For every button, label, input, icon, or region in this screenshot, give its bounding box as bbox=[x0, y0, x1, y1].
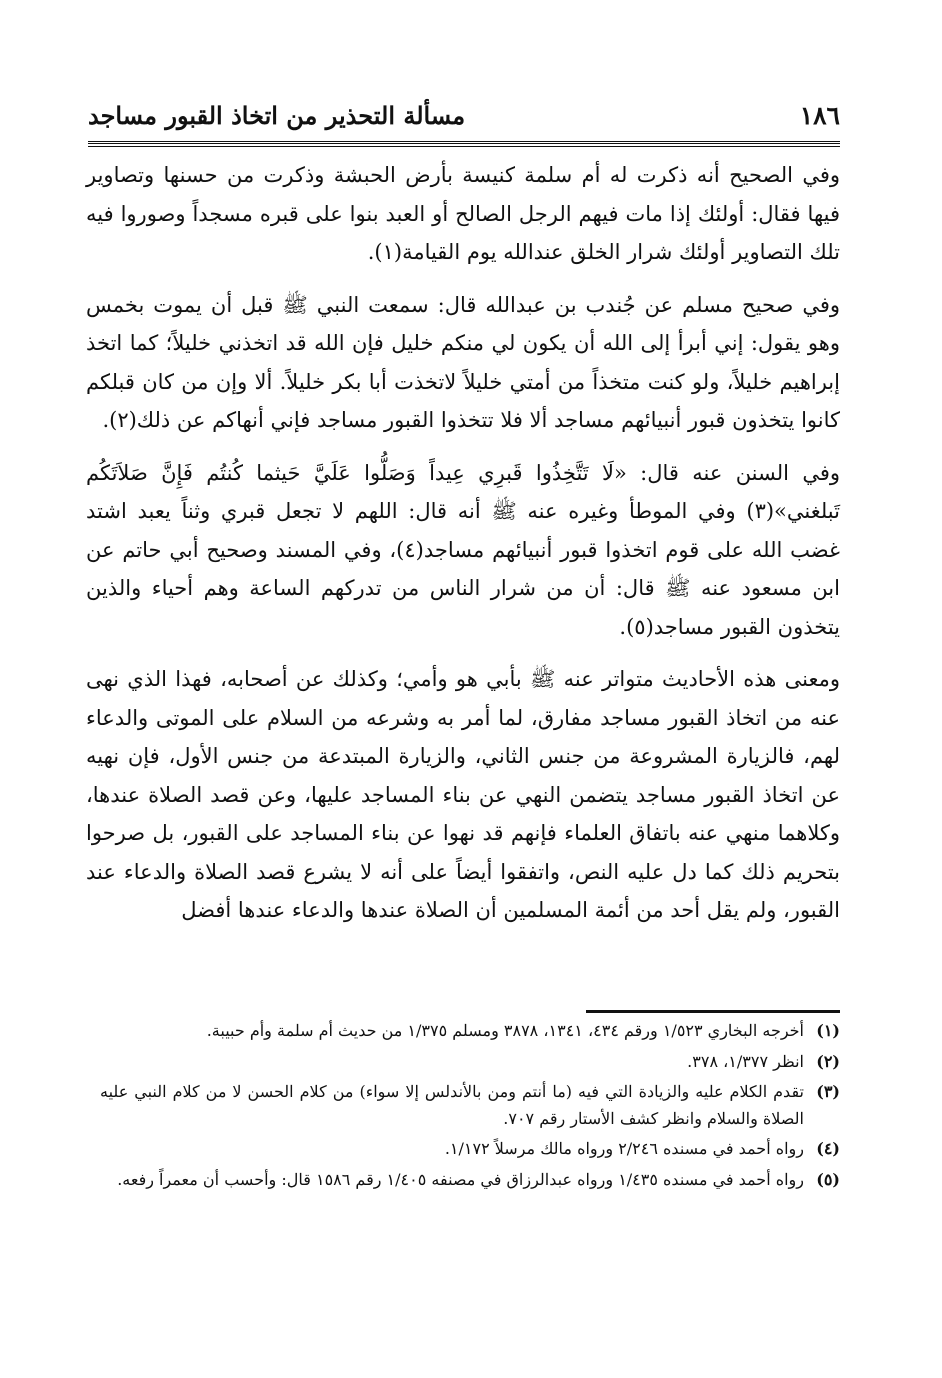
footnote bbox=[100, 1136, 840, 1163]
footnote-number: (١) bbox=[816, 1021, 840, 1040]
footnote bbox=[100, 1049, 840, 1076]
footnote-divider bbox=[586, 1010, 840, 1013]
footnotes bbox=[100, 1018, 840, 1197]
footnote-text: رواه أحمد في مسنده ١/٤٣٥ ورواه عبدالرزاق في مصنفه ١/٤٠٥ رقم ١٥٨٦ قال: وأحسب أن معمراً رفعه. bbox=[117, 1169, 804, 1189]
paragraph: وفي صحيح مسلم عن جُندب بن عبدالله قال: سمعت النبي ﷺ قبل أن يموت بخمس وهو يقول: إني أبرأ إلى الله أن يكون لي منكم خليل فإن الله قد اتخذني خليلاً؛ كما اتخذ إبراهيم خليلاً، ولو كنت متخذاً من أمتي خليلاً لاتخذت أبا بكر خليلاً. ألا وإن من كان قبلكم كانوا يتخذون قبور أنبيائهم مساجد ألا فلا تتخذوا القبور مساجد فإني أنهاكم عن ذلك(٢). bbox=[86, 292, 840, 432]
footnote-number: (٣) bbox=[816, 1082, 840, 1101]
footnote-number: (٢) bbox=[816, 1051, 840, 1071]
paragraph: وفي السنن عنه قال: «لَا تَتَّخِذُوا قَبرِي عِيداً وَصَلُّوا عَلَيَّ حَيثما كُنتُم فَإِنَّ صَلاَتَكُم تَبلغني»(٣) وفي الموطأ وغيره عنه ﷺ أنه قال: اللهم لا تجعل قبري وثناً يعبد اشتد غضب الله على قوم اتخذوا قبور أنبيائهم مساجد(٤)، وفي المسند وصحيح أبي حاتم عن ابن مسعود عنه ﷺ قال: أن من شرار الناس من تدركهم الساعة وهم أحياء والذين يتخذون القبور مساجد(٥). bbox=[86, 460, 841, 639]
paragraph: وفي الصحيح أنه ذكرت له أم سلمة كنيسة بأرض الحبشة وذكرت من حسنها وتصاوير فيها فقال: أولئك إذا مات فيهم الرجل الصالح أو العبد بنوا على قبره مسجداً وصوروا فيه تلك التصاوير أولئك شرار الخلق عندالله يوم القيامة(١). bbox=[86, 163, 840, 264]
footnote-text: تقدم الكلام عليه والزيادة التي فيه (ما أنتم ومن بالأندلس إلا سواء) من كلام الحسن لا من كلام النبي عليه الصلاة والسلام وانظر كشف الأستار رقم ٧٠٧. bbox=[100, 1082, 805, 1128]
footnote bbox=[100, 1167, 840, 1194]
page-number: ١٨٦ bbox=[799, 101, 840, 130]
page-header bbox=[88, 96, 840, 136]
header-divider bbox=[88, 141, 840, 147]
footnote-text: أخرجه البخاري ١/٥٢٣ ورقم ٤٣٤، ١٣٤١، ٣٨٧٨ ومسلم ١/٣٧٥ من حديث أم سلمة وأم حبيبة. bbox=[206, 1021, 804, 1040]
paragraph: ومعنى هذه الأحاديث متواتر عنه ﷺ بأبي هو وأمي؛ وكذلك عن أصحابه، فهذا الذي نهى عنه من اتخاذ القبور مساجد مفارق، لما أمر به وشرعه من السلام على الموتى والدعاء لهم، فالزيارة المشروعة من جنس الثاني، والزيارة المبتدعة من جنس الأول، فإن نهيه عن اتخاذ القبور مساجد يتضمن النهي عن بناء المساجد عليها، وعن قصد الصلاة عندها، وكلاهما منهي عنه باتفاق العلماء فإنهم قد نهوا عن بناء المساجد على القبور، بل صرحوا بتحريم ذلك كما دل عليه النص، واتفقوا أيضاً على أنه لا يشرع قصد الصلاة والدعاء عند القبور، ولم يقل أحد من أئمة المسلمين أن الصلاة عندها والدعاء عندها أفضل bbox=[86, 667, 840, 922]
main-text bbox=[86, 156, 840, 944]
footnote-number: (٥) bbox=[816, 1169, 840, 1189]
footnote-text: انظر ١/٣٧٧، ٣٧٨. bbox=[687, 1051, 804, 1071]
running-title: مسألة التحذير من اتخاذ القبور مساجد bbox=[88, 101, 466, 130]
footnote bbox=[100, 1018, 840, 1045]
footnote-text: رواه أحمد في مسنده ٢/٢٤٦ ورواه مالك مرسلاً ١/١٧٢. bbox=[444, 1139, 804, 1158]
footnote bbox=[100, 1079, 840, 1132]
footnote-number: (٤) bbox=[816, 1139, 840, 1158]
